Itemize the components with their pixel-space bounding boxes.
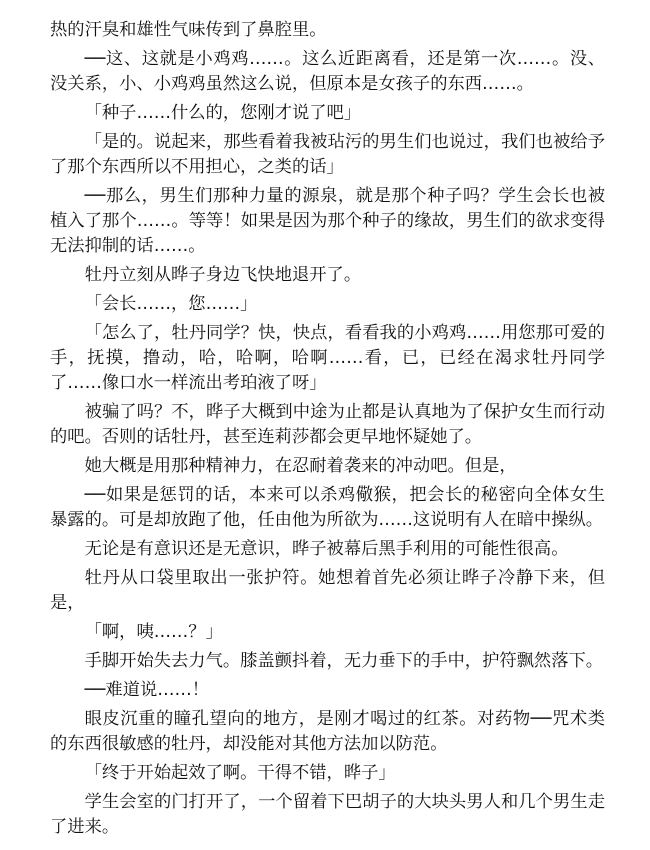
paragraph-1: 热的汗臭和雄性气味传到了鼻腔里。 xyxy=(50,20,327,40)
paragraph-4: 「是的。说起来，那些看着我被玷污的男生们也说过，我们也被给予了那个东西所以不用担心，之类的话」 xyxy=(50,132,605,177)
paragraph-17: 眼皮沉重的瞳孔望向的地方，是刚才喝过的红茶。对药物──咒术类的东西很敏感的牡丹，却没能对其他方法加以防范。 xyxy=(50,709,605,754)
paragraph-10: 她大概是用那种精神力，在忍耐着袭来的冲动吧。但是， xyxy=(84,456,517,476)
paragraph-9: 被骗了吗？不，晔子大概到中途为止都是认真地为了保护女生而行动的吧。否则的话牡丹，甚至连莉莎都会更早地怀疑她了。 xyxy=(50,402,605,447)
document-page xyxy=(50,18,605,844)
paragraph-16: ──难道说……！ xyxy=(84,680,210,700)
paragraph-18: 「终于开始起效了啊。干得不错，晔子」 xyxy=(84,763,396,783)
paragraph-2: ──这、这就是小鸡鸡……。这么近距离看，还是第一次……。没、没关系，小、小鸡鸡虽然这么说，但原本是女孩子的东西……。 xyxy=(50,49,605,94)
paragraph-5: ──那么，男生们那种力量的源泉，就是那个种子吗？学生会长也被植入了那个……。等等！如果是因为那个种子的缘故，男生们的欲求变得无法抑制的话……。 xyxy=(50,186,605,256)
paragraph-7: 「会长……，您……」 xyxy=(84,294,258,314)
paragraph-8: 「怎么了，牡丹同学？快，快点，看看我的小鸡鸡……用您那可爱的手，抚摸，撸动，哈，哈啊，哈啊……看，已，已经在渴求牡丹同学了……像口水一样流出考珀液了呀」 xyxy=(50,323,605,393)
paragraph-11: ──如果是惩罚的话，本来可以杀鸡儆猴，把会长的秘密向全体女生暴露的。可是却放跑了他，任由他为所欲为……这说明有人在暗中操纵。 xyxy=(50,485,605,530)
paragraph-3: 「种子……什么的，您刚才说了吧」 xyxy=(84,103,362,123)
paragraph-19: 学生会室的门打开了，一个留着下巴胡子的大块头男人和几个男生走了进来。 xyxy=(50,792,605,837)
paragraph-12: 无论是有意识还是无意识，晔子被幕后黑手利用的可能性很高。 xyxy=(84,539,569,559)
paragraph-6: 牡丹立刻从晔子身边飞快地退开了。 xyxy=(84,265,362,285)
paragraph-15: 手脚开始失去力气。膝盖颤抖着，无力垂下的手中，护符飘然落下。 xyxy=(84,651,604,671)
paragraph-14: 「啊，咦……？」 xyxy=(84,622,223,642)
paragraph-13: 牡丹从口袋里取出一张护符。她想着首先必须让晔子冷静下来，但是， xyxy=(50,568,605,613)
